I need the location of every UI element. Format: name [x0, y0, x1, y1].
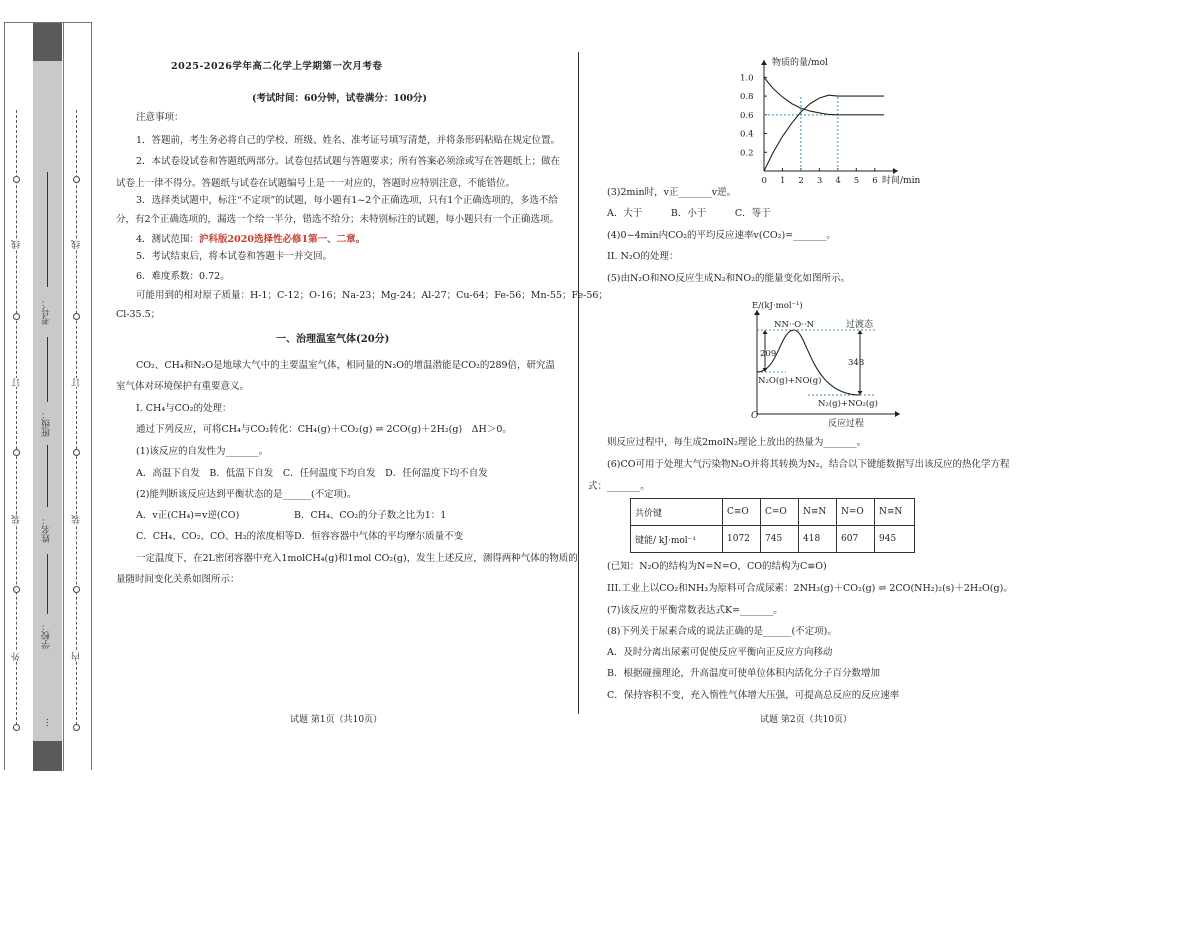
table-cell: C≡O [723, 499, 761, 526]
x-tick-label: 1 [779, 176, 786, 186]
question-2: (2)能判断该反应达到平衡状态的是______(不定项)。 [136, 489, 357, 500]
part-1-heading: I. CH₄与CO₂的处理： [136, 403, 232, 414]
section-title: 一、治理温室气体(20分) [276, 334, 390, 345]
name-blank [47, 445, 48, 507]
notice-6: 6．难度系数：0.72。 [136, 271, 230, 282]
table-cell: 745 [761, 526, 799, 553]
exam-number-label: 考号： [42, 298, 52, 325]
inner-circle [73, 313, 80, 320]
outer-char-4: 外 [12, 652, 22, 661]
atomic-mass-2: Cl-35.5； [116, 309, 161, 320]
ea-reverse-label: 348 [848, 358, 865, 368]
inner-circle [73, 449, 80, 456]
y-axis-arrow [761, 60, 767, 65]
table-cell: N≡N [875, 499, 915, 526]
intro-1: CO₂、CH₄和N₂O是地球大气中的主要温室气体，相同量的N₂O的增温潜能是CO₂的289倍，研究温 [136, 360, 556, 371]
outer-char-3: 装 [12, 515, 22, 524]
table-cell: 607 [837, 526, 875, 553]
y-tick-label: 0.4 [740, 129, 754, 140]
name-label: 姓名： [42, 516, 52, 543]
notice-5: 5．考试结束后，将本试卷和答题卡一并交回。 [136, 251, 333, 262]
y-tick-label: 0.2 [740, 148, 754, 159]
outer-circle [13, 176, 20, 183]
notice-1: 1．答题前，考生务必将自己的学校、班级、姓名、准考证号填写清楚，并将条形码粘贴在规定位置。 [136, 135, 561, 146]
question-7: (7)该反应的平衡常数表达式K=_______。 [607, 605, 783, 616]
table-cell: N=O [837, 499, 875, 526]
ea-forward-label: 209 [760, 349, 777, 359]
class-label: 班级： [42, 410, 52, 437]
inner-dashed-line [76, 110, 77, 730]
table-row [631, 499, 915, 526]
strip-inner-line [63, 23, 64, 771]
table-cell: 418 [799, 526, 837, 553]
x-tick-label: 2 [798, 176, 804, 186]
notice-2: 2．本试卷设试卷和答题纸两部分。试卷包括试题与答题要求；所有答案必须涂或写在答题纸上；做在 [136, 156, 561, 167]
outer-char-2: 订 [12, 378, 22, 387]
atomic-mass: 可能用到的相对原子质量：H-1；C-12；O-16；Na-23；Mg-24；Al-27；Cu-64；Fe-56；Mn-55；Fe-56； [136, 290, 608, 301]
test-scope: 沪科版2020选择性必修1第一、二章。 [199, 234, 366, 245]
question-8: (8)下列关于尿素合成的说法正确的是______(不定项)。 [607, 626, 837, 637]
inner-char-2: 订 [72, 378, 82, 387]
x-tick-label: 6 [872, 176, 878, 186]
question-2-option-d: D．恒容容器中气体的平均摩尔质量不变 [294, 531, 464, 542]
energy-diagram [748, 296, 908, 430]
question-1-options: A．高温下自发 B．低温下自发 C．任何温度下均自发 D．任何温度下均不自发 [136, 468, 488, 479]
notice-4-prefix: 4．测试范围： [136, 234, 200, 245]
inner-circle [73, 586, 80, 593]
x-tick-label: 4 [835, 176, 841, 186]
x-axis-label: 反应过程 [828, 419, 865, 429]
question-3-text-1: 一定温度下，在2L密闭容器中充入1molCH₄(g)和1mol CO₂(g)，发生上述反应，测得两种气体的物质的 [136, 553, 578, 564]
notice-3b: 分，有2个正确选项的，漏选一个给一半分，错选不给分；未特别标注的试题，每小题只有一个正确选项。 [116, 214, 560, 225]
x-tick-label: 3 [816, 176, 823, 186]
part-3-heading: III.工业上以CO₂和NH₃为原料可合成尿素：2NH₃(g)＋CO₂(g) ⇌ 2CO(NH₂)₂(s)＋2H₂O(g)。 [607, 583, 1013, 594]
y-tick-label: 0.8 [740, 92, 754, 103]
table-cell: N≡N [799, 499, 837, 526]
inner-char-4: 内 [72, 652, 82, 661]
x-axis-arrow [895, 411, 900, 417]
question-5-answer: 则反应过程中，每生成2molN₂理论上放出的热量为_______。 [607, 437, 867, 448]
series-line-2 [764, 95, 884, 171]
table-cell: 键能/ kJ·mol⁻¹ [631, 526, 723, 553]
x-axis-arrow [893, 168, 898, 174]
question-2-option-b: B．CH₄、CO₂的分子数之比为1：1 [294, 510, 447, 521]
outer-circle [13, 449, 20, 456]
school-blank [47, 554, 48, 614]
outer-dashed-line [16, 110, 17, 730]
part-2-heading: II. N₂O的处理： [607, 251, 679, 262]
table-cell: C=O [761, 499, 799, 526]
notice-2b: 试卷上一律不得分。答题纸与试卷在试题编号上是一一对应的，答题时应特别注意，不能错位。 [116, 178, 516, 189]
exam-number-blank [47, 172, 48, 287]
reaction-equation: 通过下列反应，可将CH₄与CO₂转化：CH₄(g)＋CO₂(g) ⇌ 2CO(g)＋2H₂(g) ΔH＞0。 [136, 424, 512, 435]
outer-char-1: 线 [12, 240, 22, 249]
notice-4 [136, 233, 365, 246]
band-top-block [33, 23, 62, 61]
question-3-options: A．大于 B．小于 C．等于 [607, 208, 771, 219]
question-6-cont: 式：_______。 [588, 481, 650, 492]
question-8-option-a: A．及时分离出尿素可促使反应平衡向正反应方向移动 [607, 647, 833, 658]
question-6: (6)CO可用于处理大气污染物N₂O并将其转换为N₂，结合以下键能数据写出该反应的热化学方程 [607, 459, 1010, 470]
table-cell: 共价键 [631, 499, 723, 526]
y-axis-label: 物质的量/mol [772, 58, 828, 68]
x-axis-label: 时间/min [882, 176, 921, 186]
inner-char-3: 装 [72, 515, 82, 524]
x-tick-label: 0 [761, 176, 767, 186]
outer-circle [13, 586, 20, 593]
inner-circle [73, 724, 80, 731]
energy-diagram-plot [751, 300, 900, 429]
notice-3: 3．选择类试题中，标注“不定项”的试题，每小题有1~2个正确选项，只有1个正确选项的，多选不给 [136, 195, 558, 206]
school-label: 学校： [42, 622, 52, 649]
outer-circle [13, 313, 20, 320]
y-axis-label: E/(kJ·mol⁻¹) [752, 301, 803, 311]
table-row [631, 526, 915, 553]
y-tick-label: 1.0 [740, 73, 754, 84]
amount-time-plot [740, 56, 920, 186]
question-3-text-2: 量随时间变化关系如图所示： [116, 574, 240, 585]
origin-label: O [751, 411, 759, 421]
transition-label: 过渡态 [846, 320, 874, 330]
page-divider [578, 52, 579, 714]
class-blank [47, 337, 48, 402]
inner-char-1: 线 [72, 240, 82, 249]
band-bottom-block [33, 741, 62, 771]
outer-circle [13, 724, 20, 731]
exam-title: 2025-2026学年高二化学上学期第一次月考卷 [171, 61, 383, 72]
table-cell: 1072 [723, 526, 761, 553]
question-2-option-a: A．v正(CH₄)=v逆(CO) [136, 510, 240, 521]
y-tick-label: 0.6 [740, 110, 754, 121]
question-4: (4)0~4min内CO₂的平均反应速率v(CO₂)=_______。 [607, 230, 836, 241]
question-8-option-b: B．根据碰撞理论，升高温度可使单位体积内活化分子百分数增加 [607, 668, 880, 679]
products-label: N₂(g)+NO₂(g) [818, 399, 878, 409]
band-dots: … [41, 718, 51, 727]
structure-note: (已知：N₂O的结构为N=N=O，CO的结构为C≡O) [607, 561, 827, 572]
bond-energy-table [630, 498, 915, 553]
inner-circle [73, 176, 80, 183]
intro-2: 室气体对环境保护有重要意义。 [116, 381, 250, 392]
question-8-option-c: C．保持容积不变，充入惰性气体增大压强，可提高总反应的反应速率 [607, 690, 900, 701]
question-5: (5)由N₂O和NO反应生成N₂和NO₂的能量变化如图所示。 [607, 273, 850, 284]
footer-page-2: 试题 第2页（共10页） [760, 715, 853, 725]
footer-page-1: 试题 第1页（共10页） [290, 715, 383, 725]
amount-time-chart [736, 54, 921, 186]
reactants-label: N₂O(g)+NO(g) [758, 376, 822, 386]
question-2-option-c: C．CH₄、CO₂、CO、H₂的浓度相等 [136, 531, 295, 542]
notice-heading: 注意事项： [136, 112, 184, 123]
question-3: (3)2min时，v正_______v逆。 [607, 187, 737, 198]
x-tick-label: 5 [853, 176, 860, 186]
question-1: (1)该反应的自发性为_______。 [136, 446, 269, 457]
table-cell: 945 [875, 526, 915, 553]
exam-subtitle: (考试时间：60分钟，试卷满分：100分) [252, 93, 428, 104]
transition-structure: NN··O··N [774, 320, 815, 330]
